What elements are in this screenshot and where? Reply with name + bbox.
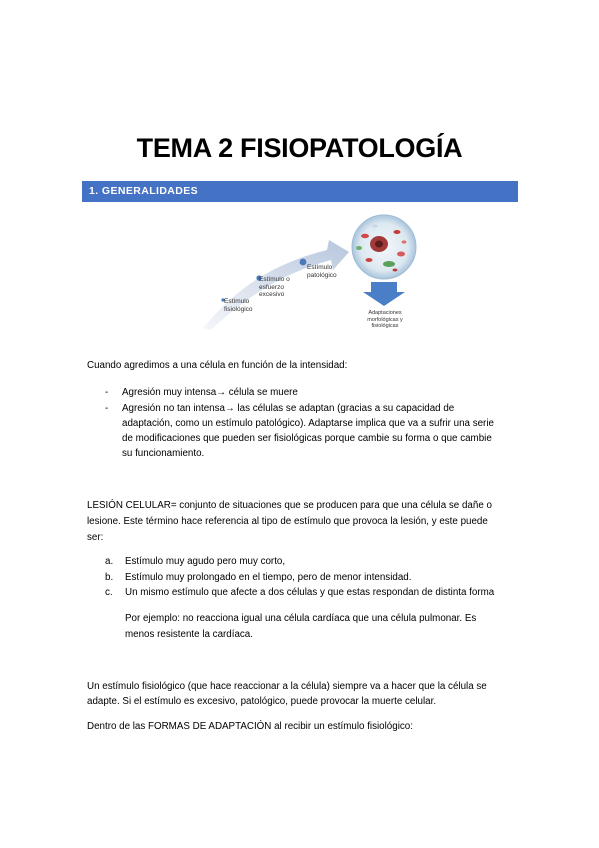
intro-text: Cuando agredimos a una célula en función de la intensidad:	[87, 360, 348, 371]
list-marker-c: c.	[105, 587, 113, 598]
lesion-paragraph-line: ser:	[87, 532, 104, 543]
section-header-generalidades: 1. GENERALIDADES	[82, 181, 518, 202]
cell-illustration	[352, 215, 416, 279]
lesion-item-a: Estímulo muy agudo pero muy corto,	[125, 556, 286, 567]
dot-pathological	[300, 259, 307, 266]
list-marker-b: b.	[105, 572, 114, 583]
adaptation-diagram	[199, 214, 429, 344]
list-marker: -	[105, 387, 109, 398]
list-marker: -	[105, 403, 109, 414]
example-line: menos resistente la cardíaca.	[125, 629, 253, 640]
lesion-paragraph-line: lesione. Este término hace referencia al tipo de estímulo que provoca la lesión, y este puede	[87, 516, 488, 527]
lesion-item-c: Un mismo estímulo que afecte a dos células y que estas respondan de distinta forma	[125, 587, 495, 598]
aggression-item-moderate-line: adaptación, como un estímulo patológico). Adaptarse implica que va a sufrir una serie	[122, 418, 494, 429]
lesion-item-b: Estímulo muy prolongado en el tiempo, pero de menor intensidad.	[125, 572, 412, 583]
label-adaptations: Adaptaciones morfológicas y fisiológicas	[367, 310, 403, 329]
aggression-item-moderate-line: Agresión no tan intensa→ las células se adaptan (gracias a su capacidad de	[122, 403, 455, 414]
label-physiological-stimulus: Estímulo fisiológico	[224, 298, 253, 313]
down-arrow-shape	[363, 282, 405, 306]
stimulus-paragraph-line: adapte. Si el estímulo es excesivo, patológico, puede provocar la muerte celular.	[87, 696, 437, 707]
label-excessive-stimulus: Estímulo o esfuerzo excesivo	[259, 276, 290, 298]
page-title: TEMA 2 FISIOPATOLOGÍA	[136, 133, 463, 163]
example-line: Por ejemplo: no reacciona igual una célula cardíaca que una célula pulmonar. Es	[125, 613, 477, 624]
adaptation-forms-intro: Dentro de las FORMAS DE ADAPTACIÓN al recibir un estímulo fisiológico:	[87, 721, 413, 732]
aggression-item-moderate-line: de modificaciones que pueden ser fisiológicas porque cambie su forma o que cambie	[122, 433, 492, 444]
stimulus-paragraph-line: Un estímulo fisiológico (que hace reaccionar a la célula) siempre va a hacer que la célula se	[87, 681, 487, 692]
list-marker-a: a.	[105, 556, 114, 567]
aggression-item-moderate-line: su funcionamiento.	[122, 448, 205, 459]
aggression-item-intense: Agresión muy intensa→ célula se muere	[122, 387, 298, 398]
label-pathological-stimulus: Estímulo patológico	[307, 264, 337, 279]
lesion-paragraph-line: LESIÓN CELULAR= conjunto de situaciones que se producen para que una célula se dañe o	[87, 500, 492, 511]
